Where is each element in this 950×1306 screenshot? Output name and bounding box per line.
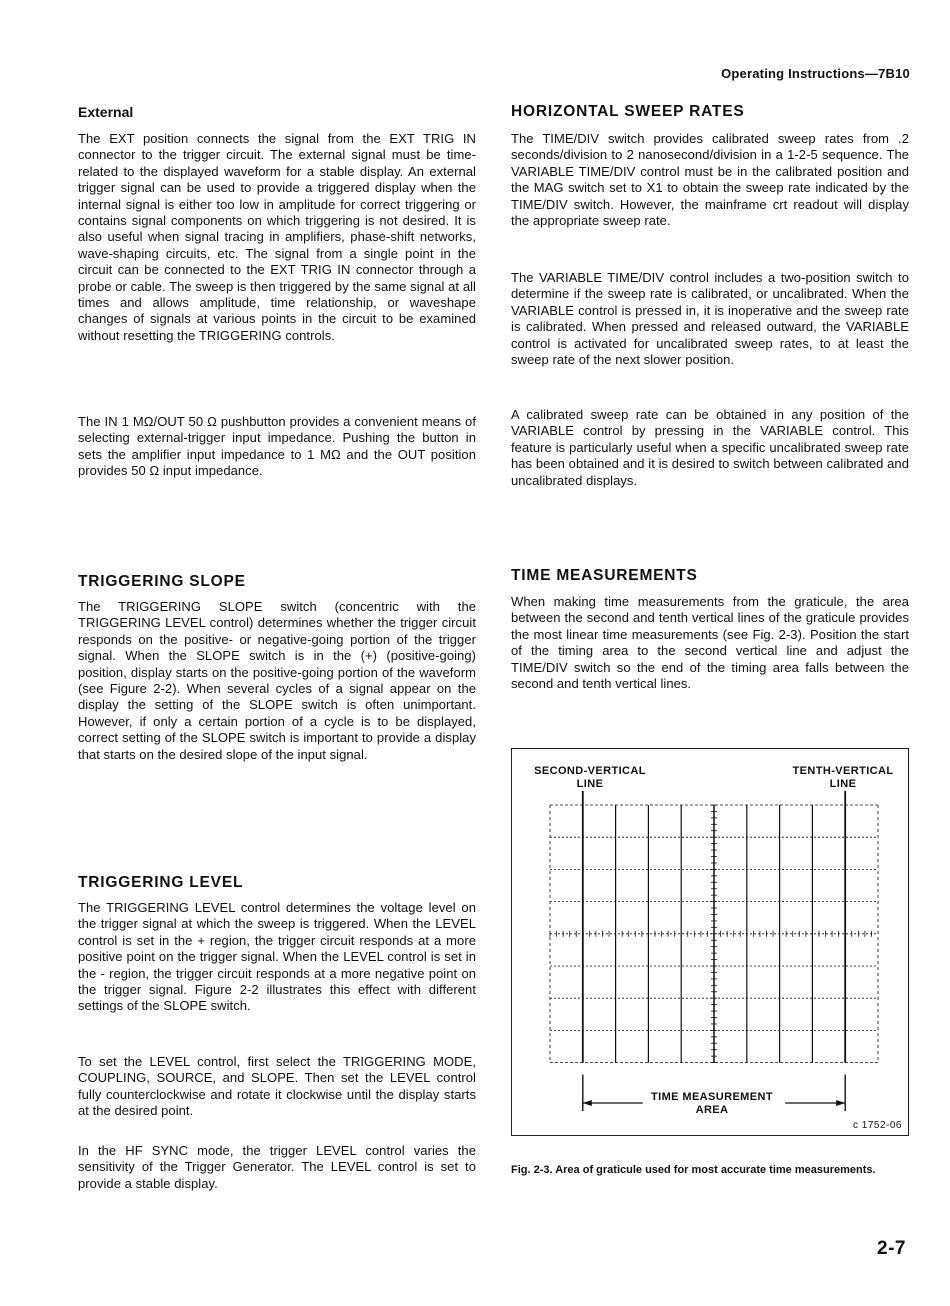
figure-caption: Fig. 2-3. Area of graticule used for most accurate time measurements.: [511, 1164, 876, 1176]
area-arrow-left-head: [583, 1100, 592, 1106]
time-measurement-area-label: [612, 1091, 812, 1117]
tenth-vertical-label-line1: TENTH-VERTICAL: [792, 765, 894, 777]
time-measurements-paragraph: When making time measurements from the graticule, the area between the second and tenth vertical lines of the graticule provides the most linear time measurements (see Fig. 2-3). Position the start of the timing area to the second vertical line and adjust the TIME/DIV switch so the end of the timing area falls between the second and tenth vertical lines.: [511, 594, 909, 692]
graticule-diagram: [512, 749, 908, 1135]
triggering-slope-paragraph: The TRIGGERING SLOPE switch (concentric with the TRIGGERING LEVEL control) determines whether the trigger circuit responds on the positive- or negative-going portion of the trigger signal. When the SLOPE switch is in the (+) (positive-going) position, display starts on the positive-going portion of the waveform (see Figure 2-2). When several cycles of a signal appear on the display the setting of the SLOPE switch is often unimportant. However, if only a certain portion of a cycle is to be displayed, correct setting of the SLOPE switch is important to provide a display that starts on the desired slope of the input signal.: [78, 599, 476, 762]
calibrated-sweep-block: [511, 407, 909, 489]
page-number: 2-7: [877, 1238, 906, 1259]
figure-code: c 1752-06: [853, 1120, 902, 1131]
time-measurement-area-line2: AREA: [695, 1104, 729, 1116]
variable-control-block: [511, 270, 909, 368]
triggering-level-paragraph-1: The TRIGGERING LEVEL control determines the voltage level on the trigger signal at which the sweep is triggered. When the LEVEL control is set in the + region, the trigger circuit responds at a more positive point on the trigger signal. When the LEVEL control is set in the - region, the trigger circuit responds at a more negative point on the trigger signal. Figure 2-2 illustrates this effect with different settings of the SLOPE switch.: [78, 900, 476, 1014]
horizontal-sweep-heading: HORIZONTAL SWEEP RATES: [511, 103, 745, 120]
horizontal-sweep-section: [511, 103, 909, 229]
second-vertical-label-line1: SECOND-VERTICAL: [534, 765, 646, 777]
figure-2-3: [511, 748, 909, 1136]
time-measurement-area-line1: TIME MEASUREMENT: [651, 1091, 773, 1103]
horizontal-sweep-paragraph-3: A calibrated sweep rate can be obtained in any position of the VARIABLE control by pressing in the VARIABLE control. This feature is particularly useful when a specific uncalibrated sweep rate has been obtained and it is desired to switch between calibrated and uncalibrated displays.: [511, 407, 909, 488]
triggering-slope-heading: TRIGGERING SLOPE: [78, 573, 246, 590]
horizontal-sweep-paragraph-2: The VARIABLE TIME/DIV control includes a two-position switch to determine if the sweep rate is calibrated, or uncalibrated. When the VARIABLE control is pressed in, it is inoperative and the sweep rate is calibrated. When pressed and released outward, the VARIABLE control is activated for uncalibrated sweep rates, to at least the sweep rate of the next slower position.: [511, 270, 909, 368]
graticule-grid: [550, 791, 878, 1111]
running-header: Operating Instructions—7B10: [721, 66, 910, 81]
triggering-level-p2-block: [78, 1054, 476, 1120]
impedance-paragraph-block: [78, 414, 476, 480]
area-arrow-right-head: [836, 1100, 845, 1106]
external-paragraph-2: The IN 1 MΩ/OUT 50 Ω pushbutton provides a convenient means of selecting external-trigger input impedance. Pushing the button in sets the amplifier input impedance to 1 MΩ and the OUT position provides 50 Ω input impedance.: [78, 414, 476, 479]
tenth-vertical-label-line2: LINE: [829, 778, 857, 790]
external-heading: External: [78, 104, 134, 120]
triggering-level-paragraph-3: In the HF SYNC mode, the trigger LEVEL control varies the sensitivity of the Trigger Generator. The LEVEL control is set to provide a stable display.: [78, 1143, 476, 1191]
external-section: [78, 104, 476, 344]
triggering-level-heading: TRIGGERING LEVEL: [78, 874, 244, 891]
time-measurements-heading: TIME MEASUREMENTS: [511, 567, 698, 584]
triggering-slope-section: [78, 573, 476, 763]
triggering-level-section: [78, 874, 476, 1015]
triggering-level-p3-block: [78, 1143, 476, 1192]
second-vertical-label-line2: LINE: [576, 778, 604, 790]
external-paragraph-1: The EXT position connects the signal from the EXT TRIG IN connector to the trigger circuit. The external signal must be time-related to the displayed waveform for a stable display. An external trigger signal can be used to provide a triggered display when the internal signal is either too low in amplitude for correct triggering or contains signal components on which triggering is not desired. It is also useful when signal tracing in amplifiers, phase-shift networks, wave-shaping circuits, etc. The signal from a single point in the circuit can be connected to the EXT TRIG IN connector through a probe or cable. The sweep is then triggered by the same signal at all times and allows amplitude, time relationship, or waveshape changes of signals at various points in the circuit to be examined without resetting the TRIGGERING controls.: [78, 131, 476, 343]
time-measurements-section: [511, 567, 909, 692]
horizontal-sweep-paragraph-1: The TIME/DIV switch provides calibrated sweep rates from .2 seconds/division to 2 nanosecond/division in a 1-2-5 sequence. The VARIABLE TIME/DIV control must be in the calibrated position and the MAG switch set to X1 to obtain the sweep rate indicated by the TIME/DIV switch. However, the mainframe crt readout will display the appropriate sweep rate.: [511, 131, 909, 229]
triggering-level-paragraph-2: To set the LEVEL control, first select the TRIGGERING MODE, COUPLING, SOURCE, and SLOPE. Then set the LEVEL control fully counterclockwise and rotate it clockwise until the display starts at the desired point.: [78, 1054, 476, 1119]
